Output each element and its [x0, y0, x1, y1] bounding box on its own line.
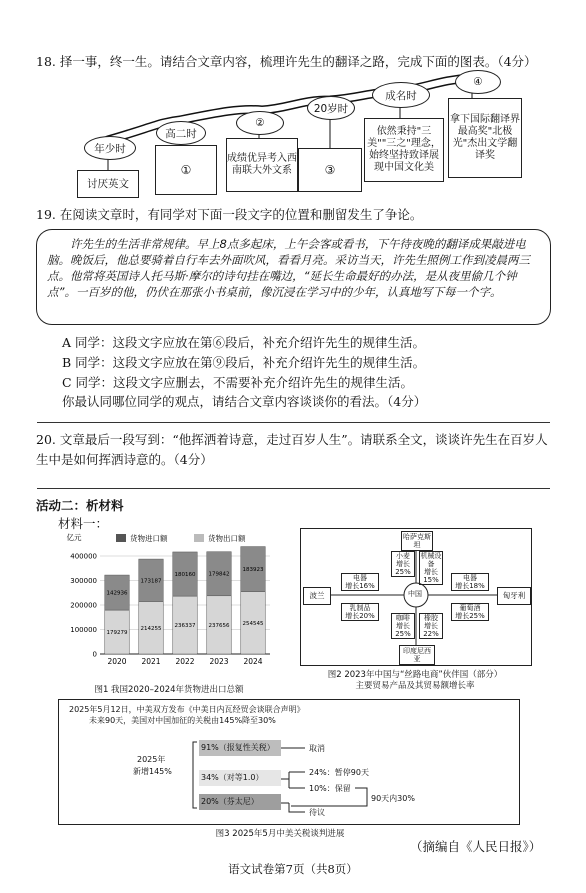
q19-ask: 你最认同哪位同学的观点，请结合文章内容谈谈你的看法。（4分） — [62, 394, 427, 409]
country-poland: 波兰 — [303, 587, 331, 605]
y-tick-label: 400000 — [70, 552, 97, 561]
fig3-bar-20: 20%（芬太尼） — [199, 794, 281, 810]
data-label-export: 237656 — [208, 622, 230, 629]
product-wine: 葡萄酒 增长25% — [451, 603, 489, 621]
x-tick-label: 2020 — [107, 657, 127, 666]
data-label-export: 214255 — [140, 625, 162, 632]
product-coffee: 咖啡 增长25% — [391, 613, 415, 639]
box-dislike-english: 讨厌英文 — [77, 170, 139, 198]
stage-famous: 成名时 — [372, 82, 430, 108]
data-label-export: 179279 — [106, 630, 128, 637]
fig3-bar-91: 91%（报复性关税） — [199, 740, 281, 756]
y-tick-label: 300000 — [70, 577, 97, 585]
x-tick-label: 2024 — [243, 657, 263, 666]
box-aurora-award: 拿下国际翻译界最高奖"北极光"杰出文学翻译奖 — [448, 98, 522, 178]
country-hungary: 匈牙利 — [497, 587, 531, 605]
fig3-added: 新增145% — [133, 767, 172, 776]
fig1-caption: 图1 我国2020–2024年货物进出口总额 — [94, 685, 244, 695]
answer-line — [37, 488, 550, 489]
fig2-center: 中国 — [408, 590, 422, 598]
y-tick-label: 0 — [92, 650, 97, 659]
q19-option-a: A 同学：这段文字应放在第⑥段后，补充介绍许先生的规律生活。 — [62, 335, 426, 350]
stage-grade11: 高二时 — [156, 121, 206, 145]
fig3-title1: 2025年5月12日，中美双方发布《中美日内瓦经贸会谈联合声明》 — [69, 705, 305, 714]
source-note: （摘编自《人民日报》） — [410, 839, 542, 854]
box-3-blank: ③ — [298, 148, 362, 192]
page-footer: 语文试卷第7页（共8页） — [228, 862, 358, 876]
q18-prompt: 18. 择一事，终一生。请结合文章内容，梳理许先生的翻译之路，完成下面的图表。（4分） — [36, 54, 537, 69]
legend-swatch-export — [194, 534, 204, 542]
fig2-caption: 图2 2023年中国与“丝路电商”伙伴国（部分） — [327, 670, 503, 680]
material-label: 材料一： — [58, 516, 109, 531]
data-label-export: 254545 — [242, 620, 264, 627]
fig2-frame — [300, 528, 532, 666]
country-indonesia: 印度尼西亚 — [399, 645, 435, 665]
data-label-import: 180160 — [174, 572, 196, 579]
legend-swatch-import — [116, 534, 126, 542]
box-three-beauties: 依然秉持"三美""三之"理念，始终坚持致译展现中国文化美 — [364, 118, 444, 182]
answer-line — [37, 422, 550, 423]
fig2-caption-sub: 主要贸易产品及其贸易额增长率 — [355, 681, 475, 691]
x-tick-label: 2023 — [209, 657, 229, 666]
fig3-final: 90天内30% — [371, 794, 415, 803]
fig3-brackets — [59, 700, 519, 824]
legend-import-label: 货物进口额 — [130, 534, 168, 543]
product-electric-right: 电器 增长18% — [451, 573, 489, 591]
fig3-result-suspend: 24%：暂停90天 — [309, 768, 369, 777]
stage-4-blank: ④ — [455, 70, 501, 94]
product-dairy: 乳制品 增长20% — [341, 603, 379, 621]
x-tick-label: 2022 — [175, 657, 195, 666]
box-entered-xinan: 成绩优异考入西南联大外文系 — [226, 138, 298, 192]
q19-option-b: B 同学：这段文字应放在第⑨段后，补充介绍许先生的规律生活。 — [62, 355, 426, 370]
fig3-title2: 未来90天，美国对中国加征的关税由145%降至30% — [89, 716, 276, 725]
legend-export-label: 货物出口额 — [208, 534, 246, 543]
data-label-import: 173187 — [140, 578, 162, 585]
box-1-blank: ① — [155, 145, 217, 195]
fig3-frame — [58, 699, 520, 825]
fig3-result-keep: 10%：保留 — [309, 784, 351, 793]
stage-age20: 20岁时 — [307, 96, 355, 120]
fig3-result-pending: 待议 — [309, 808, 325, 817]
y-unit-label: 亿元 — [66, 533, 82, 542]
q20-prompt: 20. 文章最后一段写到：“他挥洒着诗意，走过百岁人生”。请联系全文，谈谈许先生在百岁人生中是如何挥洒诗意的。（4分） — [36, 432, 548, 467]
data-label-import: 179842 — [208, 571, 230, 578]
data-label-import: 142936 — [106, 590, 128, 597]
product-electric-left: 电器 增长16% — [341, 573, 379, 591]
q19-passage: 许先生的生活非常规律。早上8点多起床，上午会客或看书，下午待夜晚的翻译成果敲进电脑。晚饭后，他总要骑着自行车去外面吹风，看看月亮。采访当天，许先生照例工作到凌晨两三点。他常将英国诗人托马斯·摩尔的诗句挂在嘴边，“延长生命最好的办法，是从夜里偷几个钟点”。一百岁的他，仍伏在那张小书桌前，像沉浸在学习中的少年，认真地写下每一个字。 — [36, 229, 551, 325]
fig3-year: 2025年 — [137, 755, 166, 764]
product-wheat: 小麦 增长25% — [391, 551, 415, 577]
q19-option-c: C 同学：这段文字应删去，不需要补充介绍许先生的规律生活。 — [62, 375, 414, 390]
fig3-bar-34: 34%（对等1.0） — [199, 770, 281, 786]
country-kazakhstan: 哈萨克斯坦 — [403, 533, 431, 549]
y-tick-label: 100000 — [70, 626, 97, 634]
activity-title: 活动二：析材料 — [36, 498, 124, 513]
stage-youth: 年少时 — [84, 136, 136, 160]
x-tick-label: 2021 — [141, 657, 161, 666]
fig3-caption: 图3 2025年5月中美关税谈判进展 — [215, 829, 345, 839]
stage-2-blank: ② — [236, 111, 284, 135]
q19-prompt: 19. 在阅读文章时，有同学对下面一段文字的位置和删留发生了争论。 — [36, 207, 423, 222]
product-machinery: 机械设备 增长15% — [420, 552, 442, 584]
fig3-result-cancel: 取消 — [309, 744, 325, 753]
fig1-chart — [54, 530, 284, 682]
data-label-export: 236337 — [174, 623, 196, 630]
product-rubber: 橡胶 增长22% — [419, 613, 443, 639]
y-tick-label: 200000 — [70, 601, 97, 610]
data-label-import: 183923 — [242, 567, 264, 574]
